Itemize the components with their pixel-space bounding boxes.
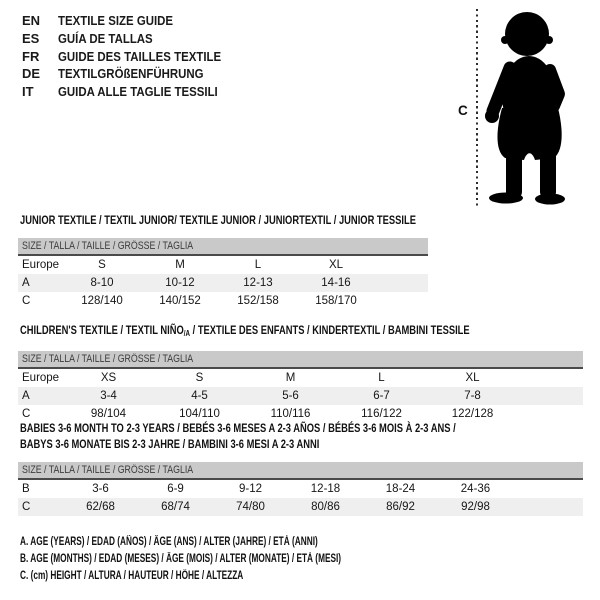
size-table-children: [18, 323, 583, 423]
filler-cell: [518, 368, 583, 387]
language-row: [22, 12, 243, 30]
language-row: [22, 48, 243, 66]
row-label: B: [22, 483, 30, 495]
table-cell: XL: [328, 258, 344, 271]
size-header-bar: [18, 462, 583, 479]
table-cell: 6-9: [167, 483, 184, 495]
table-cell: 68/74: [138, 498, 213, 516]
table-row: [18, 274, 428, 292]
table-row: [18, 387, 583, 405]
table-cell: 14-16: [297, 274, 375, 292]
table-cell: 152/158: [237, 294, 279, 307]
language-guide: [22, 12, 243, 101]
table-cell: 128/140: [81, 294, 123, 307]
row-label: Europe: [22, 371, 60, 384]
table-cell: 10-12: [141, 274, 219, 292]
table-cell: 122/128: [451, 407, 494, 420]
size-header-text: SIZE / TALLA / TAILLE / GRÖSSE / TAGLIA: [22, 352, 194, 365]
row-label: C: [22, 407, 31, 420]
table-title-text: BABIES 3-6 MONTH TO 2-3 YEARS / BEBÉS 3-6 MESES A 2-3 AÑOS / BÉBÉS 3-6 MOIS À 2-3 ANS /: [20, 421, 456, 435]
table-cell: S: [195, 371, 204, 384]
filler-cell: [513, 498, 583, 516]
language-label: TEXTILGRÖßENFÜHRUNG: [58, 66, 204, 82]
language-label: TEXTILE SIZE GUIDE: [58, 13, 174, 28]
table-row: [18, 498, 583, 516]
size-header-text: SIZE / TALLA / TAILLE / GRÖSSE / TAGLIA: [22, 464, 194, 476]
table-cell: M: [285, 371, 296, 384]
language-label: GUIDE DES TAILLES TEXTILE: [58, 48, 222, 64]
table-title-line: [20, 421, 459, 437]
size-header-bar: [18, 351, 583, 368]
row-label: C: [22, 294, 31, 307]
language-code: IT: [22, 84, 34, 100]
size-table: [18, 238, 428, 310]
table-row: [18, 368, 583, 387]
table-cell: 4-5: [154, 387, 245, 405]
footnote-line: B. AGE (MONTHS) / EDAD (MESES) / ÂGE (MOIS) / ALTER (MONATE) / ETÀ (MESI): [20, 553, 342, 565]
table-cell: 104/110: [179, 407, 220, 420]
table-cell: XS: [100, 371, 117, 384]
table-cell: 9-12: [238, 483, 263, 495]
table-cell: 6-7: [336, 387, 427, 405]
table-cell: 92/98: [438, 498, 513, 516]
table-title: [20, 213, 428, 229]
table-cell: 140/152: [159, 294, 201, 307]
row-label: A: [18, 387, 63, 405]
size-header-row: [18, 351, 583, 368]
row-label: A: [18, 274, 63, 292]
row-label: C: [18, 498, 63, 516]
table-cell: 12-18: [310, 483, 341, 495]
table-title: [20, 421, 583, 452]
table-cell: M: [175, 258, 185, 271]
table-row: [18, 292, 428, 310]
language-code: ES: [22, 30, 40, 46]
filler-cell: [518, 405, 583, 423]
row-label: Europe: [22, 258, 60, 271]
filler-cell: [513, 479, 583, 498]
size-table-junior: [18, 213, 428, 310]
table-cell: 3-4: [63, 387, 154, 405]
language-code: DE: [22, 66, 41, 82]
size-header-text: SIZE / TALLA / TAILLE / GRÖSSE / TAGLIA: [22, 239, 194, 252]
table-title: [20, 323, 583, 342]
table-row: [18, 479, 583, 498]
height-measure-label: C: [458, 103, 468, 118]
language-label: GUÍA DE TALLAS: [58, 30, 153, 46]
language-row: [22, 65, 243, 83]
table-title-line: [20, 437, 459, 453]
language-row: [22, 83, 243, 101]
measure-footnotes: [20, 534, 466, 585]
footnote-line: A. AGE (YEARS) / EDAD (AÑOS) / ÂGE (ANS) / ALTER (JAHRE) / ETÀ (ANNI): [20, 536, 318, 548]
table-cell: 116/122: [361, 407, 402, 420]
size-header-row: [18, 238, 428, 255]
size-header-bar: [18, 238, 428, 255]
table-title-line: [20, 323, 470, 342]
table-cell: 74/80: [213, 498, 288, 516]
table-title-text: / TEXTILE DES ENFANTS / KINDERTEXTIL / BAMBINI TESSILE: [190, 323, 470, 337]
table-title-text: BABYS 3-6 MONATE BIS 2-3 JAHRE / BAMBINI 3-6 MESI A 2-3 ANNI: [20, 436, 320, 451]
table-cell: XL: [465, 371, 480, 384]
filler-cell: [518, 387, 583, 405]
table-cell: 5-6: [245, 387, 336, 405]
table-cell: 86/92: [363, 498, 438, 516]
table-cell: L: [378, 371, 385, 384]
table-cell: 110/116: [270, 407, 311, 420]
table-cell: 3-6: [92, 483, 109, 495]
language-label: GUIDA ALLE TAGLIE TESSILI: [58, 84, 218, 100]
table-cell: 12-13: [219, 274, 297, 292]
language-row: [22, 30, 243, 48]
filler-cell: [375, 274, 428, 292]
table-cell: 98/104: [90, 407, 127, 420]
table-cell: 80/86: [288, 498, 363, 516]
size-header-row: [18, 462, 583, 479]
table-cell: 62/68: [63, 498, 138, 516]
table-cell: 18-24: [385, 483, 416, 495]
language-code: EN: [22, 13, 41, 28]
table-cell: 7-8: [427, 387, 518, 405]
table-cell: 8-10: [63, 274, 141, 292]
table-cell: L: [254, 258, 262, 271]
filler-cell: [375, 255, 428, 274]
table-cell: 158/170: [315, 294, 357, 307]
table-row: [18, 255, 428, 274]
table-title-line: [20, 213, 416, 229]
table-title-text: /A: [183, 329, 191, 338]
height-measure-dotted-line: [476, 9, 478, 207]
table-row: [18, 405, 583, 423]
table-cell: S: [98, 258, 106, 271]
filler-cell: [375, 292, 428, 310]
table-cell: 24-36: [460, 483, 491, 495]
size-table: [18, 351, 583, 423]
language-code: FR: [22, 48, 40, 64]
table-title-text: CHILDREN'S TEXTILE / TEXTIL NIÑO: [20, 323, 184, 337]
size-table: [18, 462, 583, 516]
footnote-line: C. (cm) HEIGHT / ALTURA / HAUTEUR / HÖHE / ALTEZZA: [20, 570, 244, 582]
table-title-text: JUNIOR TEXTILE / TEXTIL JUNIOR/ TEXTILE JUNIOR / JUNIORTEXTIL / JUNIOR TESSILE: [20, 213, 416, 227]
toddler-silhouette-image: [480, 8, 600, 208]
size-table-babies: [18, 421, 583, 516]
